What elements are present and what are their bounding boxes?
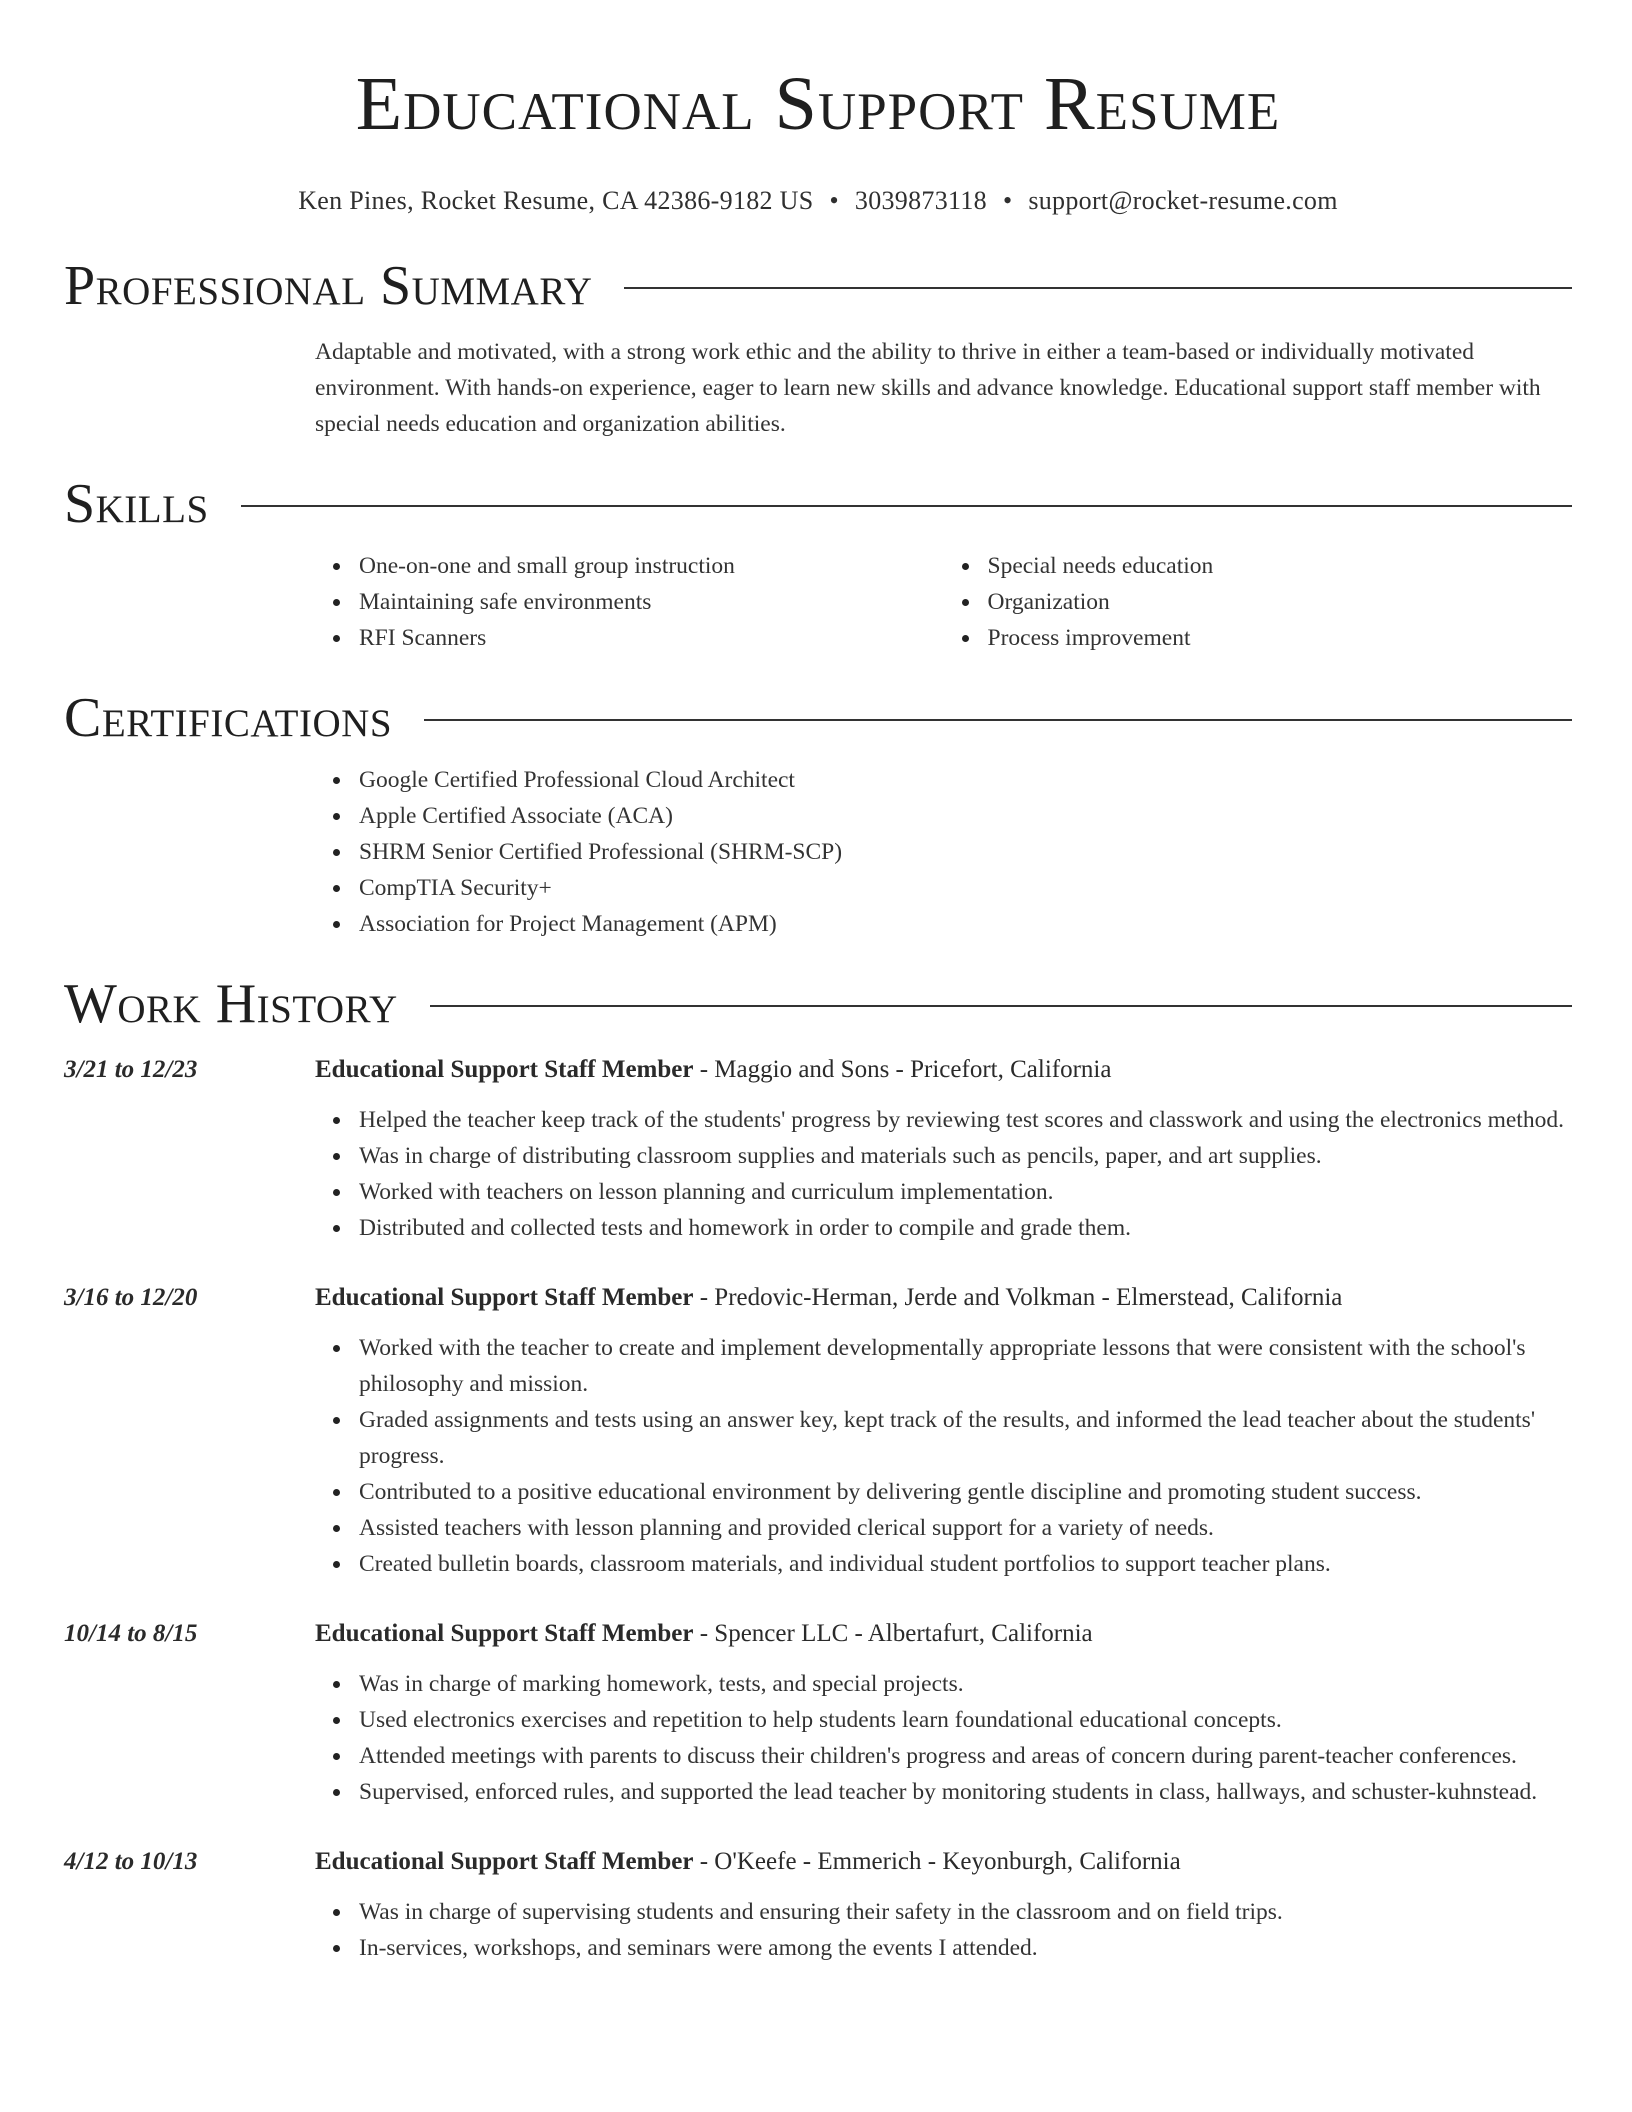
job-bullet: Used electronics exercises and repetition to help students learn foundational educational concepts.	[359, 1702, 1572, 1738]
certifications-section	[64, 686, 1572, 942]
certifications-heading: Certifications	[64, 687, 393, 749]
job-bullet: Helped the teacher keep track of the students' progress by reviewing test scores and classwork and using the electronics method.	[359, 1102, 1572, 1138]
contact-address: Ken Pines, Rocket Resume, CA 42386-9182 US	[298, 186, 814, 215]
job-bullet: Assisted teachers with lesson planning and provided clerical support for a variety of needs.	[359, 1510, 1572, 1546]
job-bullet: Attended meetings with parents to discuss their children's progress and areas of concern during parent-teacher conferences.	[359, 1738, 1572, 1774]
summary-text: Adaptable and motivated, with a strong work ethic and the ability to thrive in either a team-based or individually motivated environment. With hands-on experience, eager to learn new skills and advance knowledge. Educational support staff member with special needs education and organization abilities.	[315, 339, 1541, 437]
skills-section	[64, 472, 1572, 656]
job-bullet: Worked with the teacher to create and implement developmentally appropriate lessons that were consistent with the school's philosophy and mission.	[359, 1330, 1572, 1402]
job-dates: 3/16 to 12/20	[64, 1284, 198, 1311]
job-header	[64, 1052, 1572, 1088]
contact-email: support@rocket-resume.com	[1028, 186, 1338, 215]
section-divider	[430, 1005, 1572, 1007]
contact-separator: •	[1002, 186, 1013, 215]
job-bullet: Created bulletin boards, classroom materials, and individual student portfolios to support teacher plans.	[359, 1546, 1572, 1582]
work-heading-row	[64, 972, 1572, 1036]
job-header	[64, 1616, 1572, 1652]
job-bullet: Supervised, enforced rules, and supported the lead teacher by monitoring students in class, hallways, and schuster-kuhnstead.	[359, 1774, 1572, 1810]
job-bullet: Was in charge of distributing classroom supplies and materials such as pencils, paper, and art supplies.	[359, 1138, 1572, 1174]
job-company: - Spencer LLC - Albertafurt, California	[693, 1620, 1093, 1647]
certification-item: Apple Certified Associate (ACA)	[359, 798, 1572, 834]
contact-phone: 3039873118	[854, 186, 987, 215]
certification-item: CompTIA Security+	[359, 870, 1572, 906]
certifications-list-wrap	[315, 762, 1572, 942]
job-bullets	[315, 1330, 1572, 1582]
certification-item: Google Certified Professional Cloud Architect	[359, 762, 1572, 798]
contact-line	[64, 186, 1572, 216]
job-dates: 10/14 to 8/15	[64, 1620, 198, 1647]
job-bullet: In-services, workshops, and seminars were among the events I attended.	[359, 1930, 1572, 1966]
job-entry	[64, 1616, 1572, 1810]
job-company: - Maggio and Sons - Pricefort, California	[693, 1056, 1112, 1083]
job-bullet: Was in charge of marking homework, tests, and special projects.	[359, 1666, 1572, 1702]
job-bullet: Graded assignments and tests using an answer key, kept track of the results, and informed the lead teacher about the students' progress.	[359, 1402, 1572, 1474]
job-header	[64, 1844, 1572, 1880]
job-entry	[64, 1280, 1572, 1582]
job-bullet: Distributed and collected tests and homework in order to compile and grade them.	[359, 1210, 1572, 1246]
section-divider	[241, 505, 1572, 507]
certifications-heading-row	[64, 686, 1572, 750]
contact-separator: •	[829, 186, 839, 215]
summary-section	[64, 254, 1572, 442]
skills-list-right	[944, 548, 1573, 656]
work-heading: Work History	[64, 973, 398, 1035]
job-title: Educational Support Staff Member	[315, 1620, 694, 1647]
skill-item: Process improvement	[988, 620, 1573, 656]
job-title: Educational Support Staff Member	[315, 1848, 694, 1875]
job-bullet: Worked with teachers on lesson planning and curriculum implementation.	[359, 1174, 1572, 1210]
job-company: - Predovic-Herman, Jerde and Volkman - Elmerstead, California	[693, 1284, 1343, 1311]
job-company: - O'Keefe - Emmerich - Keyonburgh, California	[693, 1848, 1181, 1875]
work-history-section	[64, 972, 1572, 1966]
summary-heading-row	[64, 254, 1572, 318]
certification-item: Association for Project Management (APM)	[359, 906, 1572, 942]
skill-item: One-on-one and small group instruction	[359, 548, 944, 584]
job-bullet: Contributed to a positive educational environment by delivering gentle discipline and promoting student success.	[359, 1474, 1572, 1510]
certification-item: SHRM Senior Certified Professional (SHRM-SCP)	[359, 834, 1572, 870]
job-dates: 3/21 to 12/23	[64, 1056, 198, 1083]
skills-list-left	[315, 548, 944, 656]
job-bullets	[315, 1666, 1572, 1810]
job-bullet: Was in charge of supervising students and ensuring their safety in the classroom and on field trips.	[359, 1894, 1572, 1930]
skills-heading: Skills	[64, 473, 209, 535]
job-bullets	[315, 1894, 1572, 1966]
skill-item: Organization	[988, 584, 1573, 620]
skill-item: Special needs education	[988, 548, 1573, 584]
job-bullets	[315, 1102, 1572, 1246]
job-title: Educational Support Staff Member	[315, 1056, 694, 1083]
job-entry	[64, 1844, 1572, 1966]
summary-heading: Professional Summary	[64, 255, 593, 317]
job-entry	[64, 1052, 1572, 1246]
certifications-list	[315, 762, 1572, 942]
skills-grid	[315, 548, 1572, 656]
skills-heading-row	[64, 472, 1572, 536]
skill-item: RFI Scanners	[359, 620, 944, 656]
job-dates: 4/12 to 10/13	[64, 1848, 198, 1875]
section-divider	[424, 719, 1572, 721]
section-divider	[624, 287, 1572, 289]
job-header	[64, 1280, 1572, 1316]
skill-item: Maintaining safe environments	[359, 584, 944, 620]
resume-title: Educational Support Resume	[355, 62, 1281, 146]
job-title: Educational Support Staff Member	[315, 1284, 694, 1311]
